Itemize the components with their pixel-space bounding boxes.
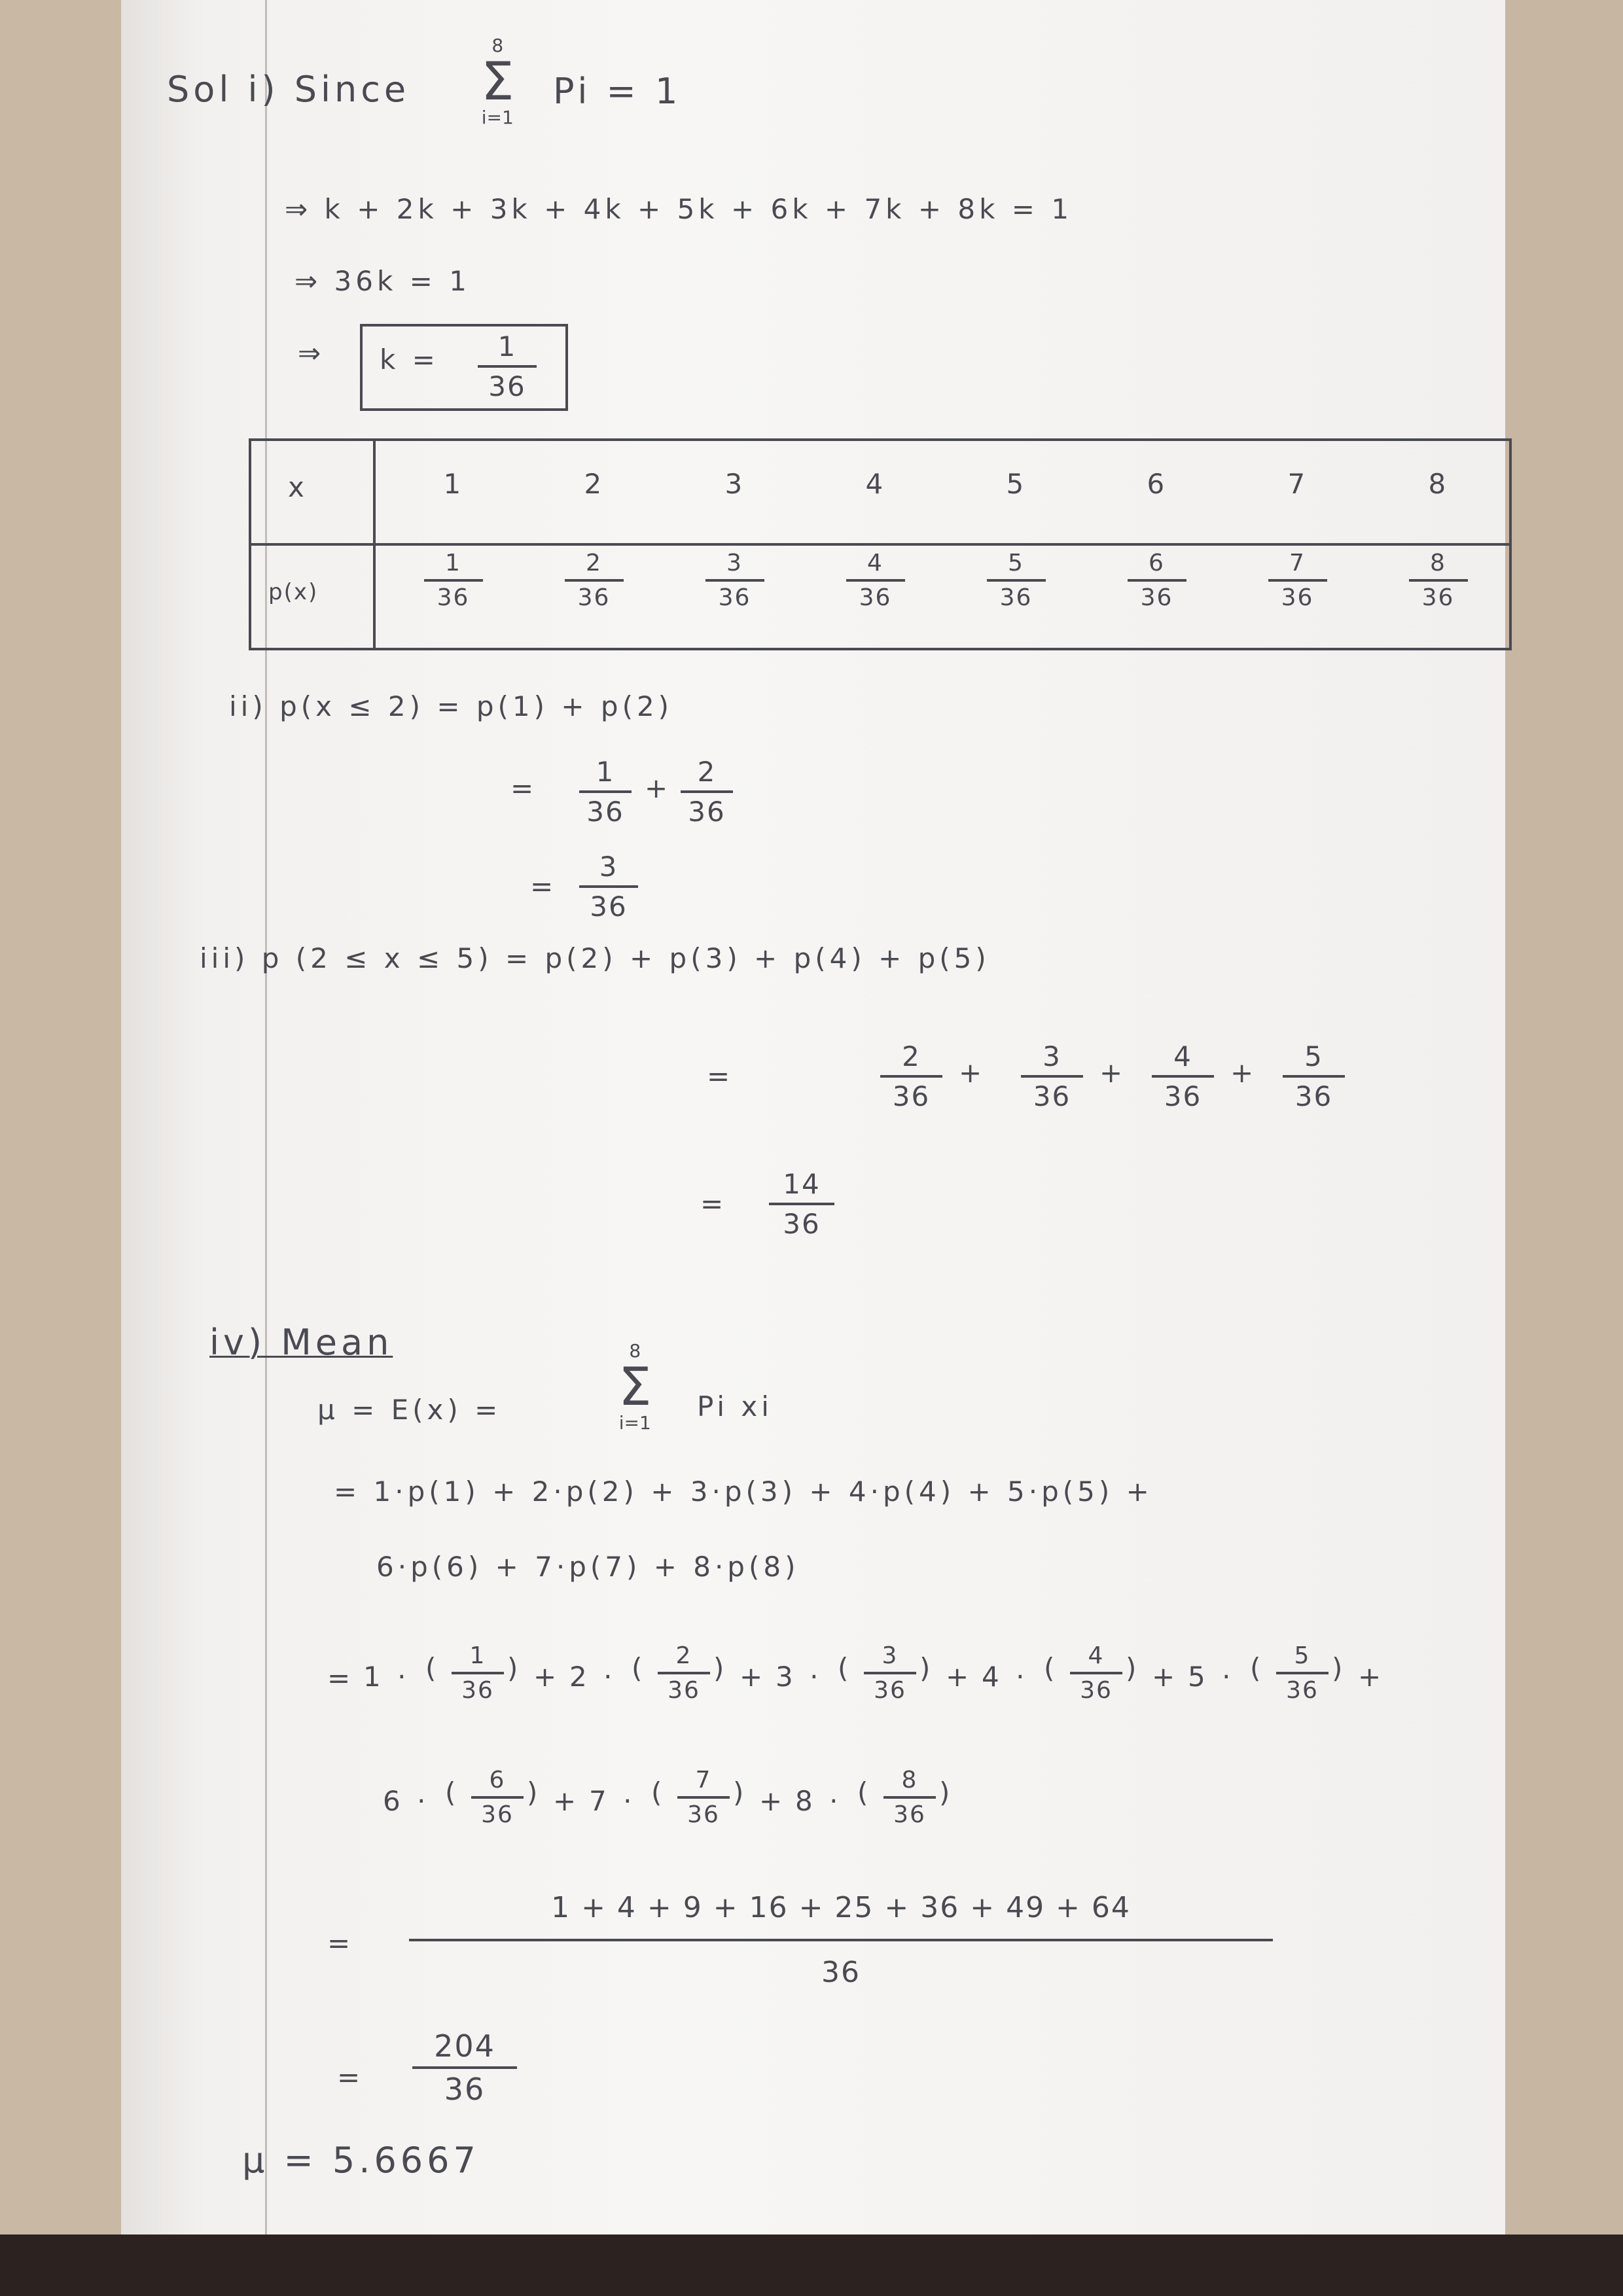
paren: )	[527, 1776, 542, 1809]
table-rule	[249, 648, 1512, 650]
expansion-line: = 1·p(1) + 2·p(2) + 3·p(3) + 4·p(4) + 5·p(5) +	[334, 1475, 1153, 1508]
sigma-glyph: Σ	[618, 1356, 652, 1417]
numerator: 3	[726, 550, 743, 576]
table-rule	[1509, 438, 1512, 648]
sum-term: Pi xi	[697, 1390, 773, 1422]
fraction: 2 36	[681, 756, 733, 828]
numerator: 7	[1289, 550, 1306, 576]
coefficient: 2 ·	[569, 1661, 616, 1693]
table-rule	[249, 438, 251, 648]
p-header: p(x)	[268, 579, 319, 605]
equation-line: ⇒ k + 2k + 3k + 4k + 5k + 6k + 7k + 8k = 1	[285, 193, 1073, 225]
photo-background-bottom	[0, 2234, 1623, 2296]
denominator: 36	[821, 1956, 861, 1989]
p-value-cell	[424, 550, 483, 611]
numerator: 5	[1008, 550, 1024, 576]
paren: )	[939, 1776, 954, 1809]
p-value-cell	[1128, 550, 1186, 611]
plus-sign: +	[553, 1785, 580, 1817]
plus-sign: +	[946, 1661, 973, 1693]
x-value-cell: 4	[865, 468, 887, 500]
numerator: 4	[867, 550, 883, 576]
mean-definition: μ = E(x) =	[317, 1394, 502, 1426]
equals-sign: =	[707, 1060, 734, 1092]
fraction	[864, 1642, 916, 1704]
denominator: 36	[488, 370, 526, 402]
k-result-fraction	[478, 330, 537, 402]
paren: (	[425, 1652, 440, 1684]
part-iii-line: iii) p (2 ≤ x ≤ 5) = p(2) + p(3) + p(4) + p(5)	[200, 942, 990, 974]
denominator: 36	[461, 1677, 494, 1704]
p-value-cell	[705, 550, 764, 611]
paren: (	[857, 1776, 872, 1809]
numerator: 5	[1294, 1642, 1311, 1669]
numerator: 2	[675, 1642, 692, 1669]
denominator: 36	[1033, 1080, 1071, 1112]
fraction	[452, 1642, 504, 1704]
photo-background-right	[1505, 0, 1623, 2296]
paren: (	[1044, 1652, 1059, 1684]
table-rule	[373, 438, 376, 648]
denominator: 36	[481, 1801, 514, 1828]
p-value-cell	[565, 550, 624, 611]
summation-symbol	[481, 36, 514, 128]
denominator: 36	[1281, 584, 1314, 611]
numerator: 2	[586, 550, 602, 576]
paren: (	[445, 1776, 460, 1809]
numerator: 1	[445, 550, 461, 576]
plus-sign: +	[533, 1661, 561, 1693]
equals-sign: =	[700, 1188, 728, 1220]
coefficient: 5 ·	[1188, 1661, 1235, 1693]
plus-sign: +	[1230, 1057, 1258, 1089]
fraction: 14 36	[769, 1168, 834, 1240]
plus-sign: +	[740, 1661, 767, 1693]
plus-sign: +	[1358, 1661, 1385, 1693]
paren: )	[713, 1652, 728, 1684]
numerator: 1	[497, 330, 517, 362]
numerator: 2	[902, 1040, 921, 1072]
numerator: 3	[882, 1642, 899, 1669]
x-value-cell: 6	[1147, 468, 1169, 500]
denominator: 36	[437, 584, 470, 611]
sum-upper-limit: 8	[629, 1340, 641, 1362]
fraction	[658, 1642, 710, 1704]
table-rule	[249, 543, 1512, 546]
denominator: 36	[999, 584, 1033, 611]
fraction	[883, 1767, 936, 1828]
denominator: 36	[892, 1080, 931, 1112]
x-header: x	[288, 471, 308, 503]
sum-condition: Pi = 1	[553, 71, 682, 112]
equals-sign: =	[530, 870, 558, 902]
equals-sign: =	[327, 1662, 355, 1694]
numerator: 7	[695, 1767, 712, 1793]
paren: )	[733, 1776, 748, 1809]
paren: (	[651, 1776, 666, 1809]
denominator: 36	[893, 1801, 926, 1828]
plus-sign: +	[1099, 1057, 1127, 1089]
sum-lower-limit: i=1	[618, 1412, 651, 1434]
paren: )	[507, 1652, 522, 1684]
denominator: 36	[1294, 1080, 1333, 1112]
sigma-glyph: Σ	[481, 51, 514, 112]
sum-lower-limit: i=1	[481, 107, 514, 128]
numerator: 6	[1149, 550, 1165, 576]
plus-sign: +	[645, 772, 672, 804]
paren: (	[838, 1652, 853, 1684]
paren: )	[1126, 1652, 1141, 1684]
fraction: 3 36	[579, 851, 638, 923]
numerator: 4	[1088, 1642, 1105, 1669]
denominator: 36	[718, 584, 751, 611]
notebook-page	[121, 0, 1505, 2234]
numerator: 8	[901, 1767, 918, 1793]
denominator: 36	[874, 1677, 906, 1704]
fraction: 1 36	[579, 756, 632, 828]
fraction: 204 36	[412, 2028, 517, 2107]
x-value-cell: 7	[1287, 468, 1310, 500]
equals-sign: =	[510, 772, 538, 804]
plus-sign: +	[1152, 1661, 1179, 1693]
coefficient: 8 ·	[795, 1785, 842, 1817]
paren: )	[919, 1652, 935, 1684]
k-result-lhs: k =	[380, 344, 439, 376]
fraction	[1283, 1040, 1345, 1112]
denominator: 36	[668, 1677, 700, 1704]
x-value-cell: 2	[584, 468, 606, 500]
denominator: 36	[1421, 584, 1455, 611]
coefficient: 3 ·	[776, 1661, 823, 1693]
denominator: 36	[1286, 1677, 1319, 1704]
summation-symbol	[618, 1341, 652, 1433]
denominator: 36	[577, 584, 611, 611]
p-value-cell	[1268, 550, 1327, 611]
fraction	[1276, 1642, 1329, 1704]
denominator: 36	[1080, 1677, 1113, 1704]
paren: (	[632, 1652, 647, 1684]
x-value-cell: 8	[1428, 468, 1450, 500]
sum-upper-limit: 8	[491, 35, 504, 56]
fraction	[1152, 1040, 1214, 1112]
x-value-cell: 5	[1006, 468, 1028, 500]
expansion-line: 6·p(6) + 7·p(7) + 8·p(8)	[376, 1551, 800, 1583]
table-rule	[249, 438, 1512, 441]
numerator: 1 + 4 + 9 + 16 + 25 + 36 + 49 + 64	[551, 1891, 1131, 1924]
fraction	[1070, 1642, 1122, 1704]
coefficient: 4 ·	[982, 1661, 1029, 1693]
equals-sign: =	[327, 1927, 355, 1959]
plus-sign: +	[759, 1785, 787, 1817]
coefficient: 7 ·	[589, 1785, 636, 1817]
numerator: 4	[1173, 1040, 1192, 1072]
implies-arrow: ⇒	[298, 337, 325, 369]
numerator: 5	[1304, 1040, 1323, 1072]
p-value-cell	[987, 550, 1046, 611]
equals-sign: =	[337, 2061, 365, 2093]
paren: (	[1250, 1652, 1265, 1684]
fraction	[471, 1767, 524, 1828]
numerator: 1	[469, 1642, 486, 1669]
final-mean: μ = 5.6667	[242, 2140, 480, 2181]
coefficient: 1 ·	[363, 1661, 410, 1693]
p-value-cell	[846, 550, 905, 611]
denominator: 36	[859, 584, 892, 611]
photo-background-left	[0, 0, 121, 2296]
numerator: 3	[1043, 1040, 1061, 1072]
coefficient: 6 ·	[383, 1785, 430, 1817]
equation-line: ⇒ 36k = 1	[294, 265, 471, 297]
part-iv-label: iv) Mean	[209, 1322, 393, 1363]
fraction	[677, 1767, 730, 1828]
numerator: 6	[489, 1767, 506, 1793]
sum-fraction	[409, 1891, 1273, 1989]
denominator: 36	[687, 1801, 720, 1828]
plus-sign: +	[959, 1057, 986, 1089]
paren: )	[1332, 1652, 1347, 1684]
numerator: 8	[1430, 550, 1446, 576]
p-value-cell	[1409, 550, 1468, 611]
fraction	[880, 1040, 942, 1112]
part-i-label: Sol i) Since	[167, 69, 410, 110]
x-value-cell: 3	[724, 468, 747, 500]
denominator: 36	[1140, 584, 1173, 611]
margin-line	[265, 0, 267, 2234]
denominator: 36	[1164, 1080, 1202, 1112]
fraction	[1021, 1040, 1083, 1112]
x-value-cell: 1	[443, 468, 465, 500]
part-ii-line: ii) p(x ≤ 2) = p(1) + p(2)	[229, 690, 673, 722]
